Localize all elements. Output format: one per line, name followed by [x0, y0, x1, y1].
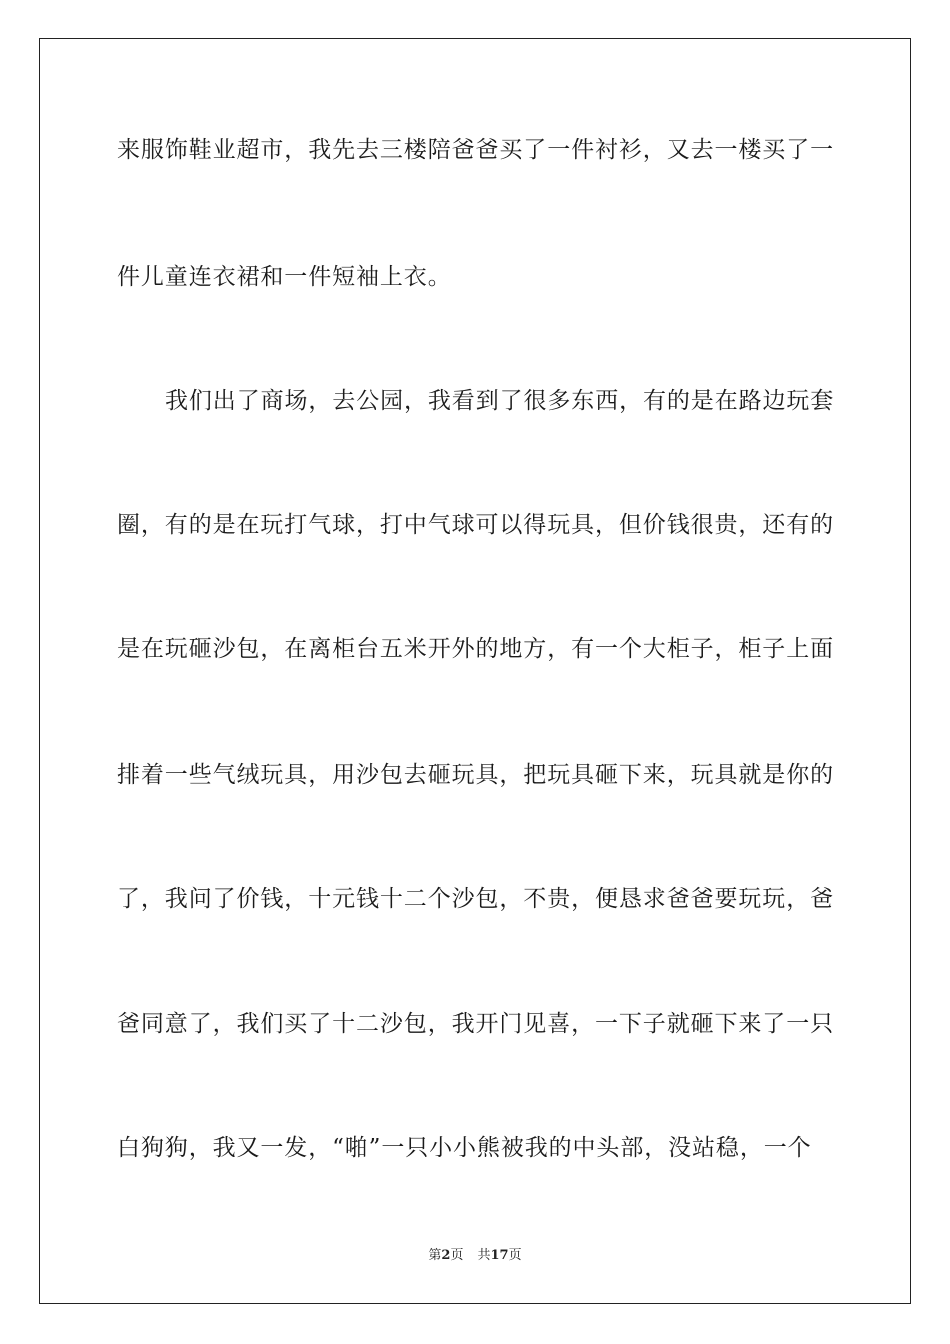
text-line-5: 是在玩砸沙包，在离柜台五米开外的地方，有一个大柜子，柜子上面 — [117, 636, 834, 662]
text-line-2: 件儿童连衣裙和一件短袖上衣。 — [117, 264, 452, 290]
text-line-3: 我们出了商场，去公园，我看到了很多东西，有的是在路边玩套 — [165, 388, 835, 414]
page-number: 2 — [441, 1248, 451, 1263]
page-border — [39, 38, 911, 1304]
text-line-9: 白狗狗，我又一发，“啪”一只小小熊被我的中头部，没站稳，一个 — [117, 1135, 812, 1161]
text-line-4: 圈，有的是在玩打气球，打中气球可以得玩具，但价钱很贵，还有的 — [117, 512, 834, 538]
page-label-suffix: 页 — [450, 1248, 464, 1263]
page-footer — [0, 1247, 950, 1265]
text-line-8: 爸同意了，我们买了十二沙包，我开门见喜，一下子就砸下来了一只 — [117, 1011, 834, 1037]
total-label-suffix: 页 — [508, 1248, 522, 1263]
total-pages: 17 — [490, 1248, 509, 1263]
page-label-prefix: 第 — [428, 1248, 442, 1263]
text-line-6: 排着一些气绒玩具，用沙包去砸玩具，把玩具砸下来，玩具就是你的 — [117, 762, 834, 788]
text-line-1: 来服饰鞋业超市，我先去三楼陪爸爸买了一件衬衫，又去一楼买了一 — [117, 137, 834, 163]
text-line-7: 了，我问了价钱，十元钱十二个沙包，不贵，便恳求爸爸要玩玩，爸 — [117, 886, 834, 912]
total-label-prefix: 共 — [477, 1248, 491, 1263]
